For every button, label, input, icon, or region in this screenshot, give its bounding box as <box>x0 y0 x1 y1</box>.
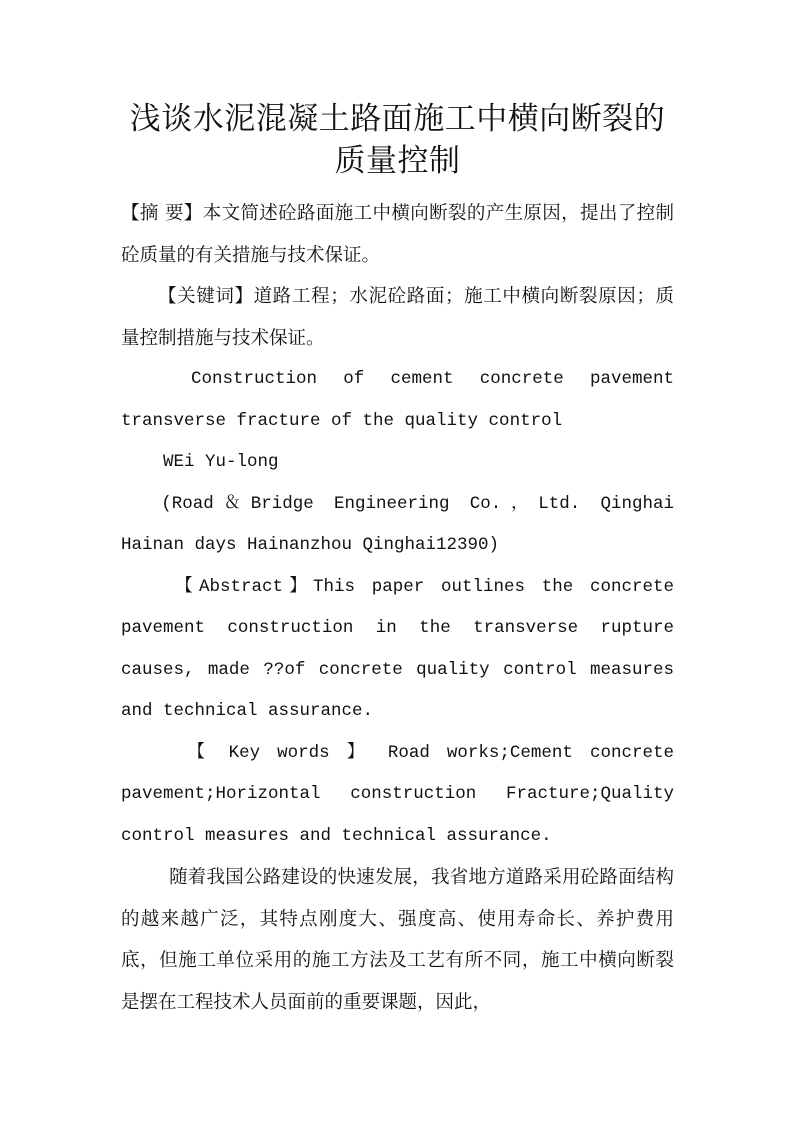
keywords-english: 【 Key words 】 Road works;Cement concrete pavement;Horizontal construction Fracture;Quality control measures and technical assurance. <box>121 742 674 846</box>
title-line-2: 质量控制 <box>334 143 461 179</box>
abstract-chinese: 【摘 要】本文简述砼路面施工中横向断裂的产生原因，提出了控制砼质量的有关措施与技术保证。 <box>121 203 674 266</box>
title-line-1: 浅谈水泥混凝土路面施工中横向断裂的 <box>129 101 666 137</box>
keywords-chinese: 【关键词】道路工程；水泥砼路面；施工中横向断裂原因；质量控制措施与技术保证。 <box>121 286 674 349</box>
author-affiliation: (Road＆Bridge Engineering Co.，Ltd. Qinghai Hainan days Hainanzhou Qinghai12390) <box>121 493 674 555</box>
paper-title <box>121 98 674 182</box>
english-title: Construction of cement concrete pavement transverse fracture of the quality control <box>121 369 674 431</box>
body-paragraph: 随着我国公路建设的快速发展，我省地方道路采用砼路面结构的越来越广泛，其特点刚度大、强度高、使用寿命长、养护费用底，但施工单位采用的施工方法及工艺有所不同，施工中横向断裂是摆在工程技术人员面前的重要课题，因此， <box>121 867 674 1013</box>
document-content <box>121 98 674 1023</box>
author-name: WEi Yu-long <box>163 452 279 472</box>
abstract-english: 【Abstract】This paper outlines the concrete pavement construction in the transverse rupture causes, made ??of concrete quality control measures and technical assurance. <box>121 576 674 721</box>
